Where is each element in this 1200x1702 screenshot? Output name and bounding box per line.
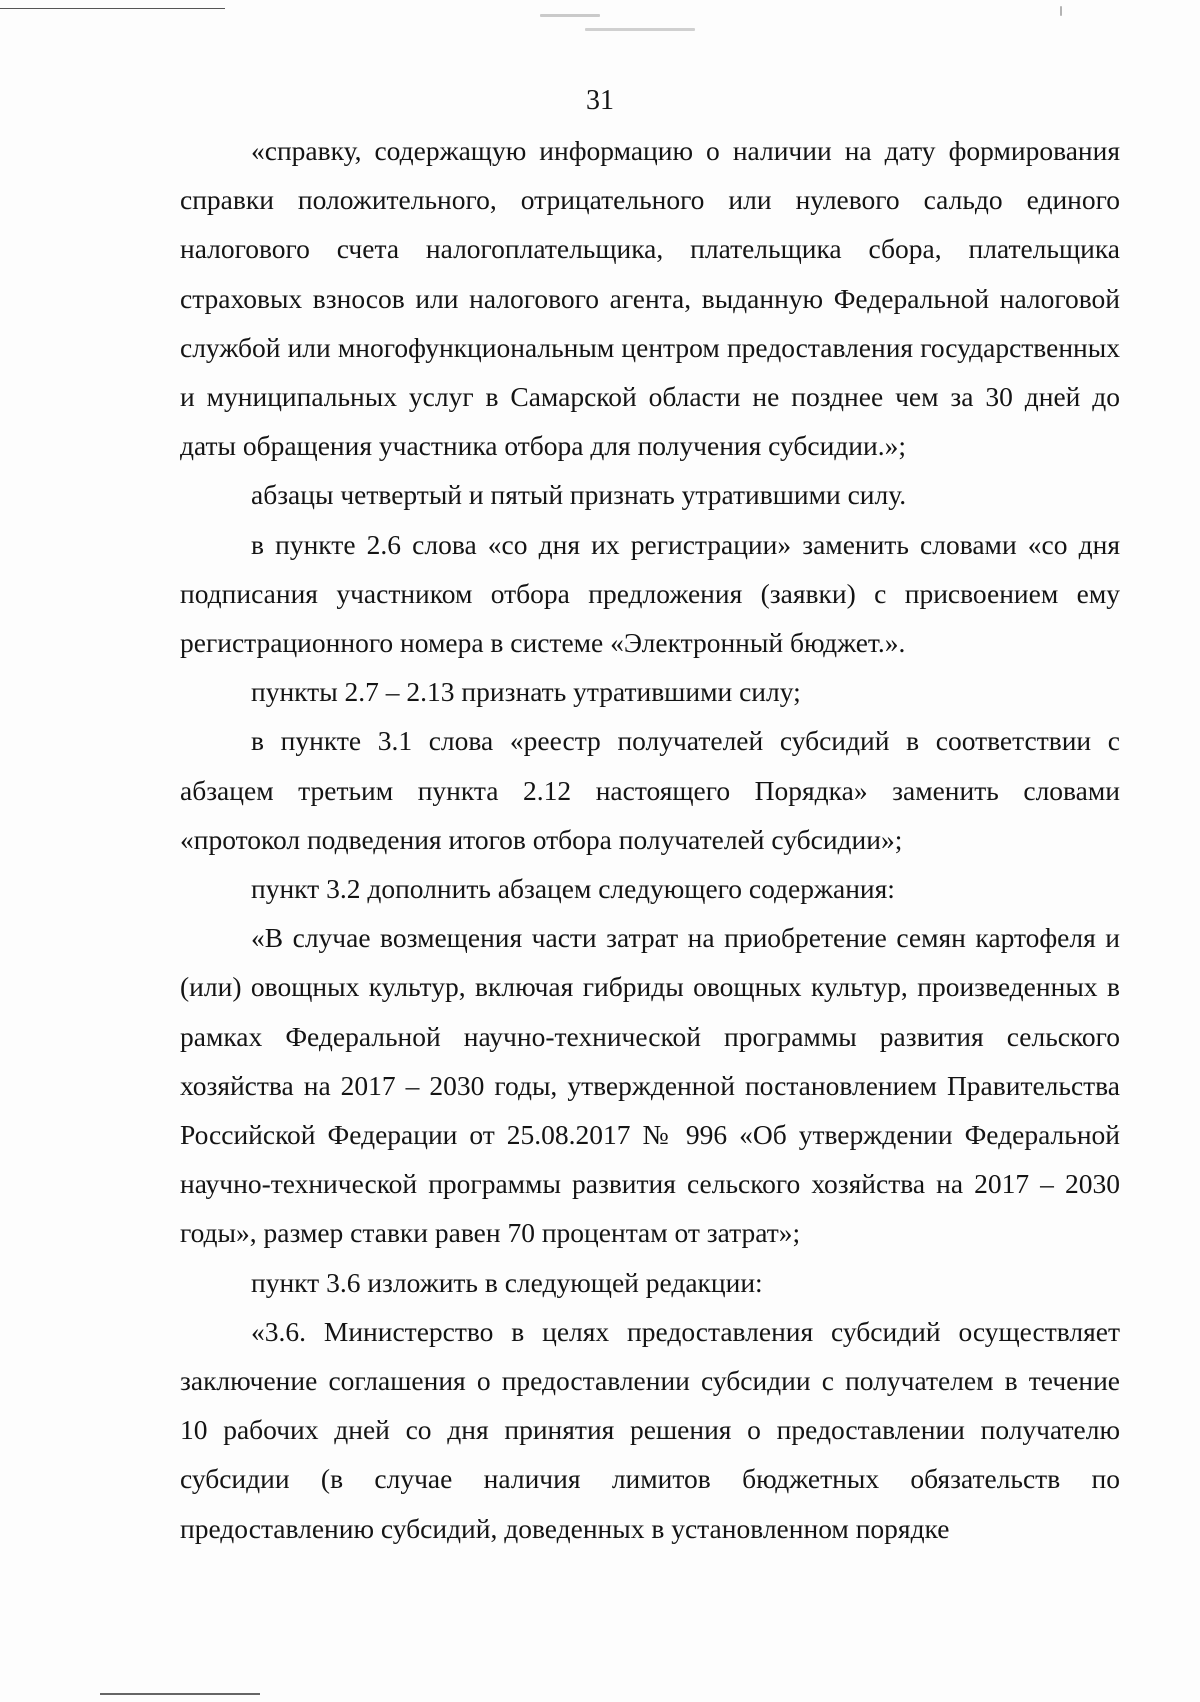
paragraph-punkt-3-2: пункт 3.2 дополнить абзацем следующего содержания: bbox=[251, 873, 895, 905]
paragraph-punkt-2-6: в пункте 2.6 слова «со дня их регистрации» заменить словами «со дня подписания участником отбора предложения (заявки) с присвоением ему регистрационного номера в системе «Электронный бюджет.». bbox=[180, 528, 1120, 659]
paragraph-punkt-3-6: пункт 3.6 изложить в следующей редакции: bbox=[251, 1266, 763, 1298]
document-body bbox=[180, 126, 1120, 1553]
paragraph-abzacy-invalid: абзацы четвертый и пятый признать утратившими силу. bbox=[251, 479, 907, 511]
scan-artifact-line bbox=[0, 8, 225, 9]
paragraph-punkty-2-7-2-13: пункты 2.7 – 2.13 признать утратившими силу; bbox=[251, 676, 801, 708]
page-number: 31 bbox=[586, 85, 614, 116]
scan-artifact-speck bbox=[585, 28, 695, 31]
paragraph-punkt-3-1: в пункте 3.1 слова «реестр получателей субсидий в соответствии с абзацем третьим пункта 2.12 настоящего Порядка» заменить словами «протокол подведения итогов отбора получателей субсидии»; bbox=[180, 725, 1120, 855]
paragraph-punkt-3-6-text: «3.6. Министерство в целях предоставления субсидий осуществляет заключение соглашения о предоставлении субсидии с получателем в течение 10 рабочих дней со дня принятия решения о предоставлении получателю субсидии (в случае наличия лимитов бюджетных обязательств по предоставлению субсидий, доведенных в установленном порядке bbox=[180, 1315, 1120, 1544]
scan-artifact-speck bbox=[540, 14, 600, 17]
scan-artifact-line-bottom bbox=[100, 1693, 260, 1695]
scan-artifact-speck bbox=[1060, 6, 1062, 16]
paragraph-certificate-text: «справку, содержащую информацию о наличии на дату формирования справки положительного, отрицательного или нулевого сальдо единого налогового счета налогоплательщика, плательщика сбора, плательщика страховых взносов или налогового агента, выданную Федеральной налоговой службой или многофункциональным центром предоставления государственных и муниципальных услуг в Самарской области не позднее чем за 30 дней до даты обращения участника отбора для получения субсидии.»; bbox=[180, 135, 1120, 462]
paragraph-punkt-3-2-addition: «В случае возмещения части затрат на приобретение семян картофеля и (или) овощных культур, включая гибриды овощных культур, произведенных в рамках Федеральной научно-технической программы развития сельского хозяйства на 2017 – 2030 годы, утвержденной постановлением Правительства Российской Федерации от 25.08.2017 № 996 «Об утверждении Федеральной научно-технической программы развития сельского хозяйства на 2017 – 2030 годы», размер ставки равен 70 процентам от затрат»; bbox=[180, 922, 1120, 1249]
